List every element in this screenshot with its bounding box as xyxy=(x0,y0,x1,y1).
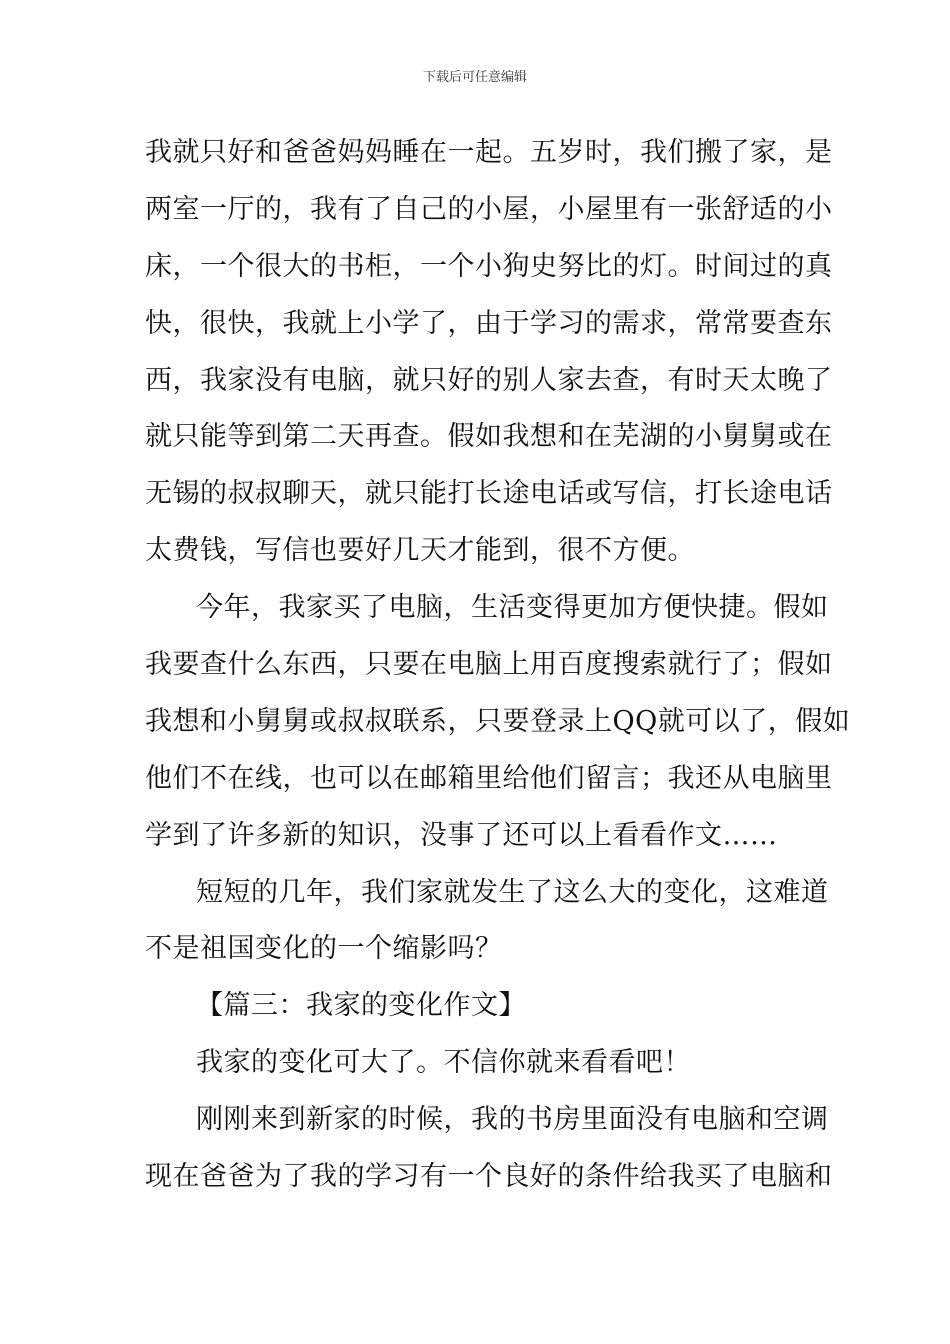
text-line: 学到了许多新的知识，没事了还可以上看看作文…… xyxy=(145,819,778,851)
text-line: 太费钱，写信也要好几天才能到，很不方便。 xyxy=(145,535,695,567)
text-line: 西，我家没有电脑，就只好的别人家去查，有时天太晚了 xyxy=(145,364,833,396)
text-line: 快，很快，我就上小学了，由于学习的需求，常常要查东 xyxy=(145,307,833,339)
text-line: 现在爸爸为了我的学习有一个良好的条件给我买了电脑和 xyxy=(145,1161,833,1193)
text-line: 我就只好和爸爸妈妈睡在一起。五岁时，我们搬了家，是 xyxy=(145,137,833,168)
text-line: 无锡的叔叔聊天，就只能打长途电话或写信，打长途电话 xyxy=(145,478,833,510)
text-line: 床，一个很大的书柜，一个小狗史努比的灯。时间过的真 xyxy=(145,250,833,282)
text-line: 就只能等到第二天再查。假如我想和在芜湖的小舅舅或在 xyxy=(145,421,833,453)
text-line: 我家的变化可大了。不信你就来看看吧！ xyxy=(196,1047,691,1079)
text-line: 短短的几年，我们家就发生了这么大的变化，这难道 xyxy=(196,876,829,908)
page-header: 下载后可任意编辑 xyxy=(422,70,527,85)
section-heading: 【篇三：我家的变化作文】 xyxy=(196,990,526,1022)
text-line: 我要查什么东西，只要在电脑上用百度搜索就行了；假如 xyxy=(145,649,833,681)
document-body xyxy=(145,130,851,1211)
text-line: 不是祖国变化的一个缩影吗？ xyxy=(145,933,503,965)
text-line: 我想和小舅舅或叔叔联系，只要登录上QQ就可以了，假如 xyxy=(145,705,851,737)
text-line: 他们不在线，也可以在邮箱里给他们留言；我还从电脑里 xyxy=(145,762,833,794)
text-line: 两室一厅的，我有了自己的小屋，小屋里有一张舒适的小 xyxy=(145,193,833,225)
text-line: 刚刚来到新家的时候，我的书房里面没有电脑和空调 xyxy=(196,1104,829,1136)
text-line: 今年，我家买了电脑，生活变得更加方便快捷。假如 xyxy=(196,592,829,624)
